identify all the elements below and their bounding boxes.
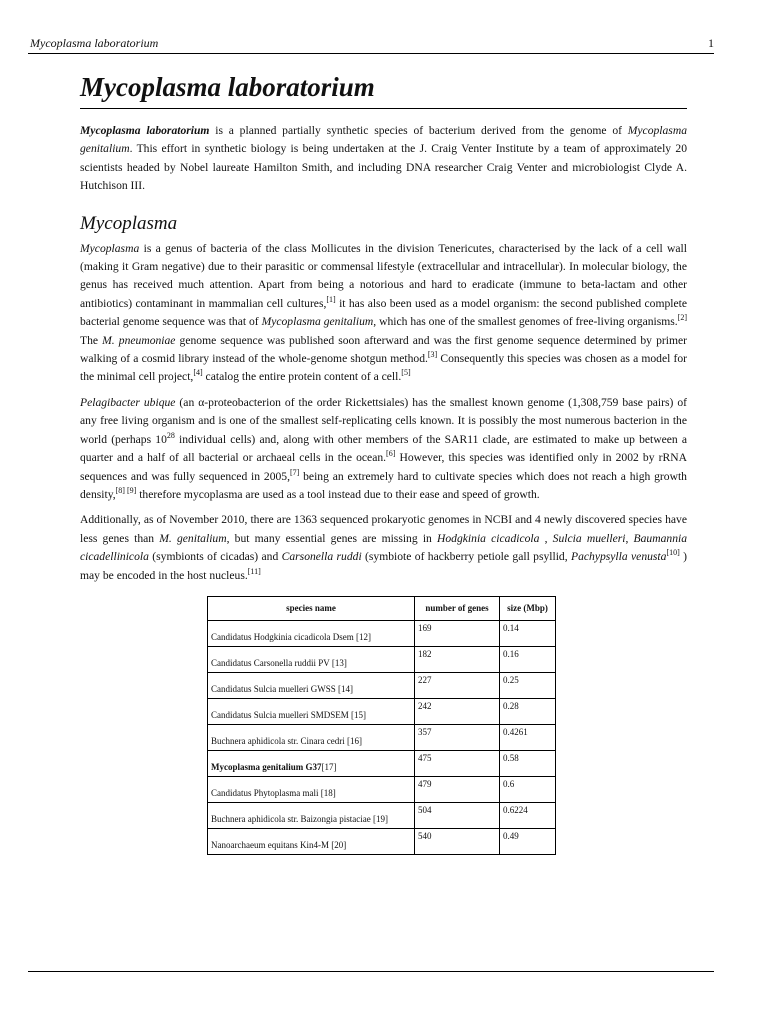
species-cell: Nanoarchaeum equitans Kin4-M [20]: [208, 828, 415, 854]
table-row: [208, 724, 556, 750]
size-cell: 0.14: [500, 620, 556, 646]
species-cell: Candidatus Sulcia muelleri SMDSEM [15]: [208, 698, 415, 724]
genome-table: [207, 596, 556, 855]
size-cell: 0.4261: [500, 724, 556, 750]
running-header: [30, 36, 714, 51]
genes-cell: 357: [415, 724, 500, 750]
column-header-genes: number of genes: [415, 596, 500, 620]
size-cell: 0.25: [500, 672, 556, 698]
page-number: 1: [708, 36, 714, 50]
genes-cell: 540: [415, 828, 500, 854]
species-cell: Candidatus Phytoplasma mali [18]: [208, 776, 415, 802]
citation-link[interactable]: [4]: [193, 368, 203, 378]
intro-term: Mycoplasma laboratorium: [80, 124, 210, 137]
species-cell: Buchnera aphidicola str. Baizongia pistaciae [19]: [208, 802, 415, 828]
table-header-row: [208, 596, 556, 620]
citation-link[interactable]: [11]: [247, 566, 261, 576]
body-paragraph-2: Pelagibacter ubique (an α-proteobacterion of the order Rickettsiales) has the smallest known genome (1,308,759 base pairs) of any free living organism and is one of the smallest self-replicating cells known. It is possibly the most numerous bacterion in the world (perhaps $10^{28}$ individual cells) and, along with other members of the SAR11 clade, are estimated to make up between a quarter and a half of all bacterial or archaeal cells in the ocean.[6] However, this species was identified only in 2002 by rRNA sequences and was fully sequenced in 2005,[7] being an extremely hard to cultivate species which does not reach a high growth density,[8] [9] therefore mycoplasma are used as a tool instead due to their ease and speed of growth.: [80, 395, 687, 501]
species-cell: Candidatus Carsonella ruddii PV [13]: [208, 646, 415, 672]
citation-link[interactable]: [8] [9]: [115, 485, 137, 495]
article-body: [80, 70, 687, 855]
citation-link[interactable]: [2]: [677, 313, 688, 323]
species-cell: Candidatus Sulcia muelleri GWSS [14]: [208, 672, 415, 698]
table-row: [208, 646, 556, 672]
column-header-size: size (Mbp): [500, 596, 556, 620]
section-heading: Mycoplasma: [80, 212, 178, 234]
size-cell: 0.58: [500, 750, 556, 776]
intro-paragraph: Mycoplasma laboratorium is a planned partially synthetic species of bacterium derived from the genome of Mycoplasma genitalium. This effort in synthetic biology is being undertaken at the J. Craig Venter Institute by a team of approximately 20 scientists headed by Nobel laureate Hamilton Smith, and including DNA researcher Craig Venter and microbiologist Clyde A. Hutchison III.: [80, 124, 687, 193]
citation-link[interactable]: [3]: [427, 350, 438, 360]
genes-cell: 182: [415, 646, 500, 672]
running-header-title: Mycoplasma laboratorium: [30, 36, 159, 50]
citation-link[interactable]: [7]: [289, 467, 300, 477]
table-row: [208, 672, 556, 698]
size-cell: 0.28: [500, 698, 556, 724]
genes-cell: 504: [415, 802, 500, 828]
genes-cell: 475: [415, 750, 500, 776]
citation-link[interactable]: [10]: [666, 548, 680, 558]
exponent: 28: [166, 430, 175, 440]
genes-cell: 169: [415, 620, 500, 646]
table-row: [208, 828, 556, 854]
size-cell: 0.6224: [500, 802, 556, 828]
body-paragraph-3: Additionally, as of November 2010, there are 1363 sequenced prokaryotic genomes in NCBI and 4 newly discovered species have less genes than M. genitalium, but many essential genes are missing in Hodgkinia cicadicola , Sulcia muelleri, Baumannia cicadellinicola (symbionts of cicadas) and Carsonella ruddi (symbiote of hackberry petiole gall psyllid, Pachypsylla venusta[10] ) may be encoded in the host nucleus.[11]: [80, 513, 688, 582]
footer-rule: [28, 971, 714, 972]
table-row: [208, 802, 556, 828]
table-row: [208, 750, 556, 776]
table-row: [208, 776, 556, 802]
species-cell: Buchnera aphidicola str. Cinara cedri [16]: [208, 724, 415, 750]
column-header-species: species name: [208, 596, 415, 620]
genes-cell: 227: [415, 672, 500, 698]
species-cell: Mycoplasma genitalium G37[17]: [208, 750, 415, 776]
citation-link[interactable]: [1]: [326, 294, 336, 304]
size-cell: 0.16: [500, 646, 556, 672]
species-cell: Candidatus Hodgkinia cicadicola Dsem [12]: [208, 620, 415, 646]
genes-cell: 242: [415, 698, 500, 724]
header-rule: [28, 53, 714, 54]
genes-cell: 479: [415, 776, 500, 802]
citation-link[interactable]: [6]: [386, 449, 396, 459]
size-cell: 0.49: [500, 828, 556, 854]
size-cell: 0.6: [500, 776, 556, 802]
table-row: [208, 620, 556, 646]
table-row: [208, 698, 556, 724]
body-paragraph-1: Mycoplasma is a genus of bacteria of the class Mollicutes in the division Tenericutes, characterised by the lack of a cell wall (making it Gram negative) due to their parasitic or commensal lifestyle (extracellular and intracellular). In molecular biology, the genus has received much attention. Apart from being a notorious and hard to eradicate (immune to beta-lactam and other antibiotics) contaminant in mammalian cell cultures,[1] it has also been used as a model organism: the second published complete bacterial genome sequence was that of Mycoplasma genitalium, which has one of the smallest genomes of free-living organisms.[2] The M. pneumoniae genome sequence was published soon afterward and was the first genome sequence determined by primer walking of a cosmid library instead of the whole-genome shotgun method.[3] Consequently this species was chosen as a model for the minimal cell project,[4] catalog the entire protein content of a cell.[5]: [80, 241, 688, 384]
citation-link[interactable]: [5]: [401, 368, 411, 378]
page-title: Mycoplasma laboratorium: [80, 70, 687, 109]
